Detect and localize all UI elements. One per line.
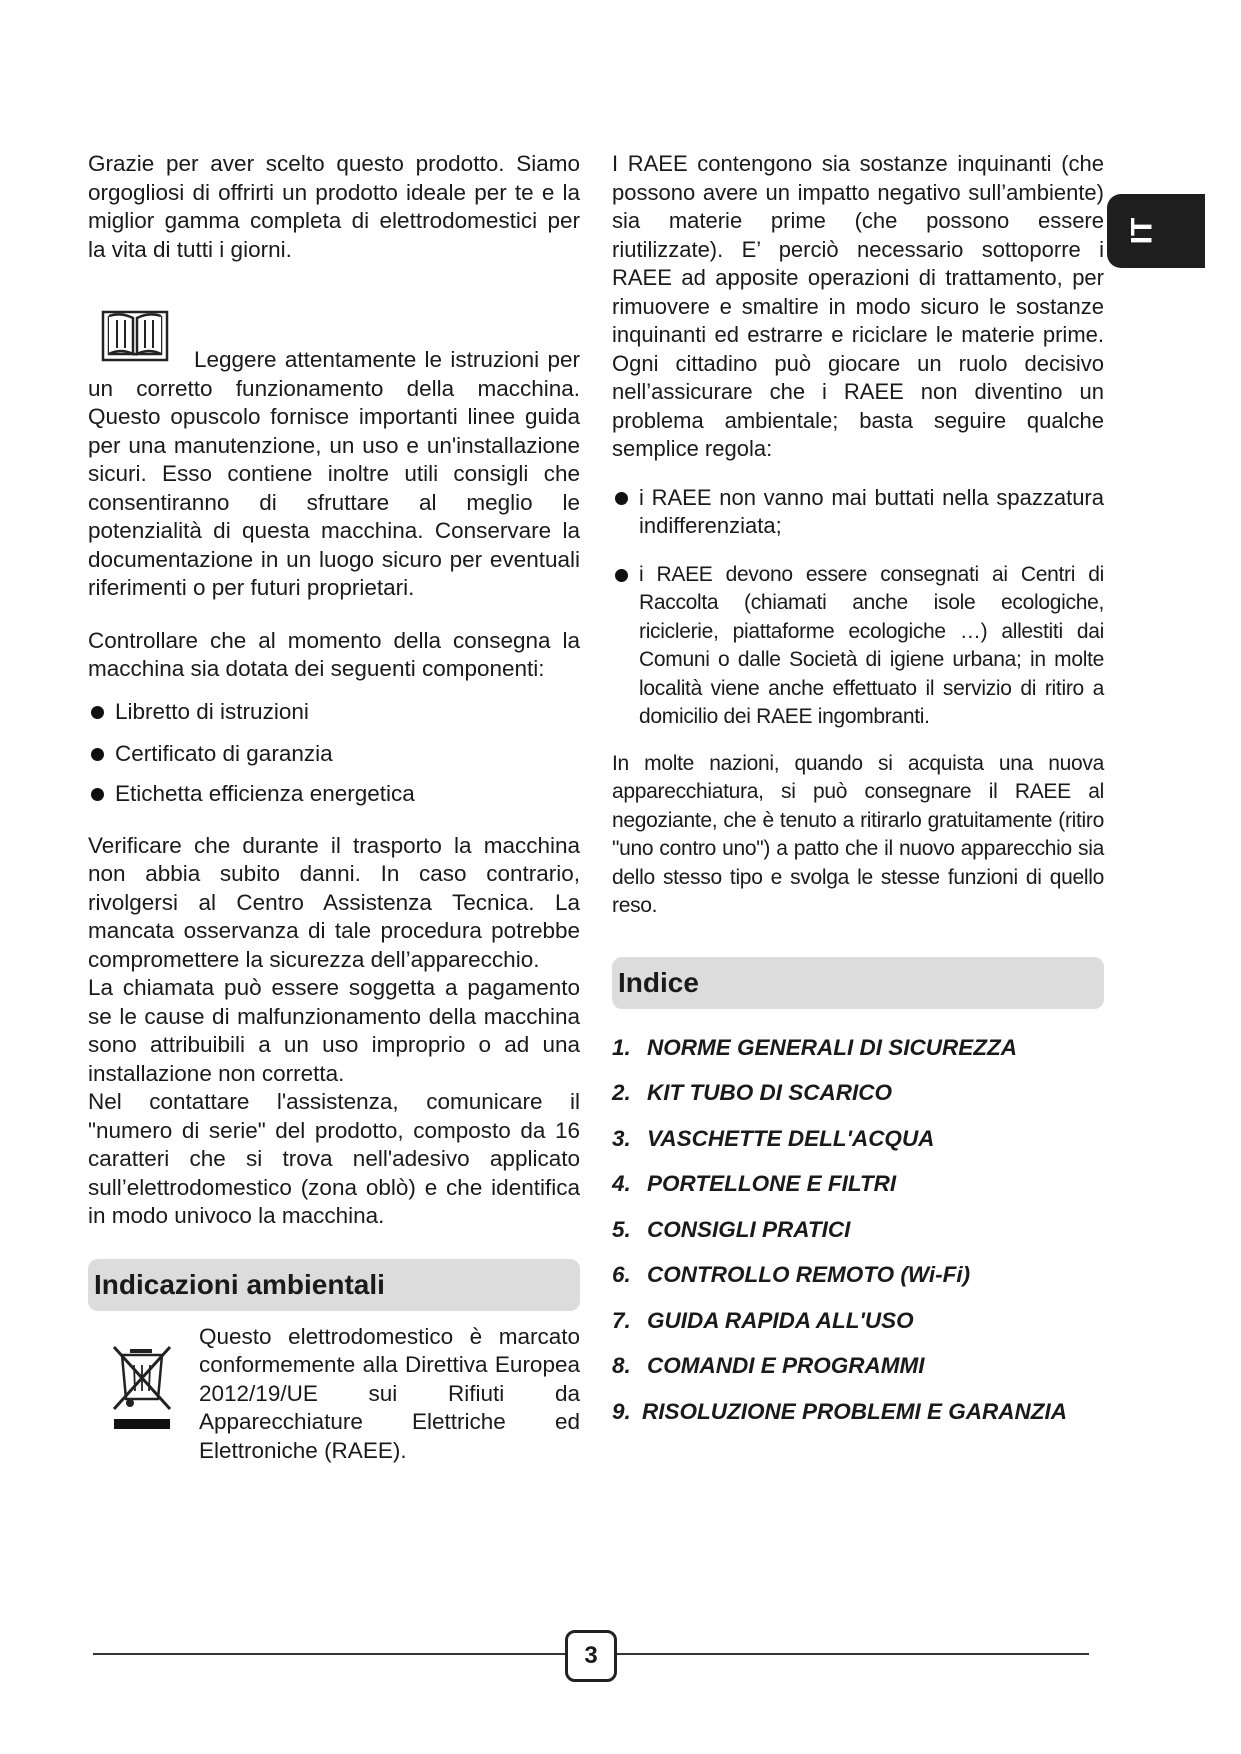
toc-item[interactable]: 2. KIT TUBO DI SCARICO <box>612 1080 892 1105</box>
table-of-contents <box>612 1035 1104 1425</box>
list-item: i RAEE devono essere consegnati ai Centri di Raccolta (chiamati anche isole ecologiche, riciclerie, piattaforme ecologiche …) allestiti dai Comuni o dalle Società di igiene urbana; in molte località viene anche effettuato il servizio di ritiro a domicilio dei RAEE ingombranti. <box>612 561 1104 732</box>
weee-paragraph: Questo elettrodomestico è marcato conformemente alla Direttiva Europea 2012/19/UE sui Rifiuti da Apparecchiature Elettriche ed Elettroniche (RAEE). <box>199 1323 580 1463</box>
weee-block <box>88 1323 580 1466</box>
raee-rules-list <box>612 484 1104 732</box>
left-column <box>88 150 580 1465</box>
crossed-bin-icon <box>108 1341 178 1433</box>
language-tab <box>1107 194 1205 268</box>
toc-item[interactable]: 3. VASCHETTE DELL'ACQUA <box>612 1125 935 1151</box>
manual-block <box>88 308 580 603</box>
language-tab-label: IT <box>1125 217 1159 245</box>
toc-item[interactable]: 9. RISOLUZIONE PROBLEMI E GARANZIA <box>612 1398 1068 1424</box>
toc-item[interactable]: 8. COMANDI E PROGRAMMI <box>612 1353 925 1378</box>
env-section-title: Indicazioni ambientali <box>88 1259 580 1311</box>
intro-paragraph: Grazie per aver scelto questo prodotto. Siamo orgogliosi di offrirti un prodotto ideale per te e la miglior gamma completa di elettrodomestici per la vita di tutti i giorni. <box>88 151 580 262</box>
raee-paragraph: I RAEE contengono sia sostanze inquinanti (che possono avere un impatto negativo sull’ambiente) sia materie prime (che possono essere riutilizzate). E’ perciò necessario sottoporre i RAEE ad apposite operazioni di trattamento, per rimuovere e smaltire in modo sicuro le sostanze inquinanti ed estrarre e riciclare le materie prime. Ogni cittadino può giocare un ruolo decisivo nell’assicurare che i RAEE non diventino un problema ambientale; basta seguire qualche semplice regola: <box>612 151 1104 461</box>
toc-item[interactable]: 6. CONTROLLO REMOTO (Wi-Fi) <box>612 1262 971 1287</box>
footer-line-left <box>93 1653 565 1655</box>
toc-item[interactable]: 5. CONSIGLI PRATICI <box>612 1216 851 1242</box>
list-item: Libretto di istruzioni <box>88 698 580 726</box>
shop-paragraph: In molte nazioni, quando si acquista una nuova apparecchiatura, si può consegnare il RAEE al negoziante, che è tenuto a ritirarlo gratuitamente (ritiro "uno contro uno") a patto che il nuovo apparecchio sia dello stesso tipo e svolga le stesse funzioni di quello reso. <box>612 751 1104 917</box>
verify-paragraph: Verificare che durante il trasporto la macchina non abbia subito danni. In caso contrario, rivolgersi al Centro Assistenza Tecnica. La mancata osservanza di tale procedura potrebbe compromettere la sicurezza dell’apparecchio. <box>88 832 580 972</box>
manual-paragraph: Leggere attentamente le istruzioni per un corretto funzionamento della macchina. Questo opuscolo fornisce importanti linee guida per una manutenzione, un uso e un'installazione sicuri. Esso contiene inoltre utili consigli che consentiranno di sfruttare al meglio le potenzialità di questa macchina. Conservare la documentazione in un luogo sicuro per eventuali riferimenti o per futuri proprietari. <box>88 347 580 600</box>
toc-item[interactable]: 1. NORME GENERALI DI SICUREZZA <box>612 1034 1018 1060</box>
call-paragraph: La chiamata può essere soggetta a pagamento se le cause di malfunzionamento della macchina sono attribuibili a un uso improprio o ad una installazione non corretta. <box>88 975 580 1086</box>
components-list <box>88 698 580 808</box>
toc-item[interactable]: 4. PORTELLONE E FILTRI <box>612 1171 897 1196</box>
list-item: i RAEE non vanno mai buttati nella spazzatura indifferenziata; <box>612 484 1104 541</box>
list-item: Etichetta efficienza energetica <box>88 780 580 808</box>
footer-line-right <box>617 1653 1089 1655</box>
open-book-icon <box>101 308 169 364</box>
right-column <box>612 150 1104 1444</box>
page-number: 3 <box>565 1630 617 1682</box>
toc-item[interactable]: 7. GUIDA RAPIDA ALL'USO <box>612 1307 914 1333</box>
check-paragraph: Controllare che al momento della consegna la macchina sia dotata dei seguenti componenti: <box>88 627 580 681</box>
list-item: Certificato di garanzia <box>88 740 580 768</box>
index-section-title: Indice <box>612 957 1104 1009</box>
serial-paragraph: Nel contattare l'assistenza, comunicare il "numero di serie" del prodotto, composto da 16 caratteri che si trova nell'adesivo applicato sull’elettrodomestico (zona oblò) e che identifica in modo univoco la macchina. <box>88 1089 580 1228</box>
